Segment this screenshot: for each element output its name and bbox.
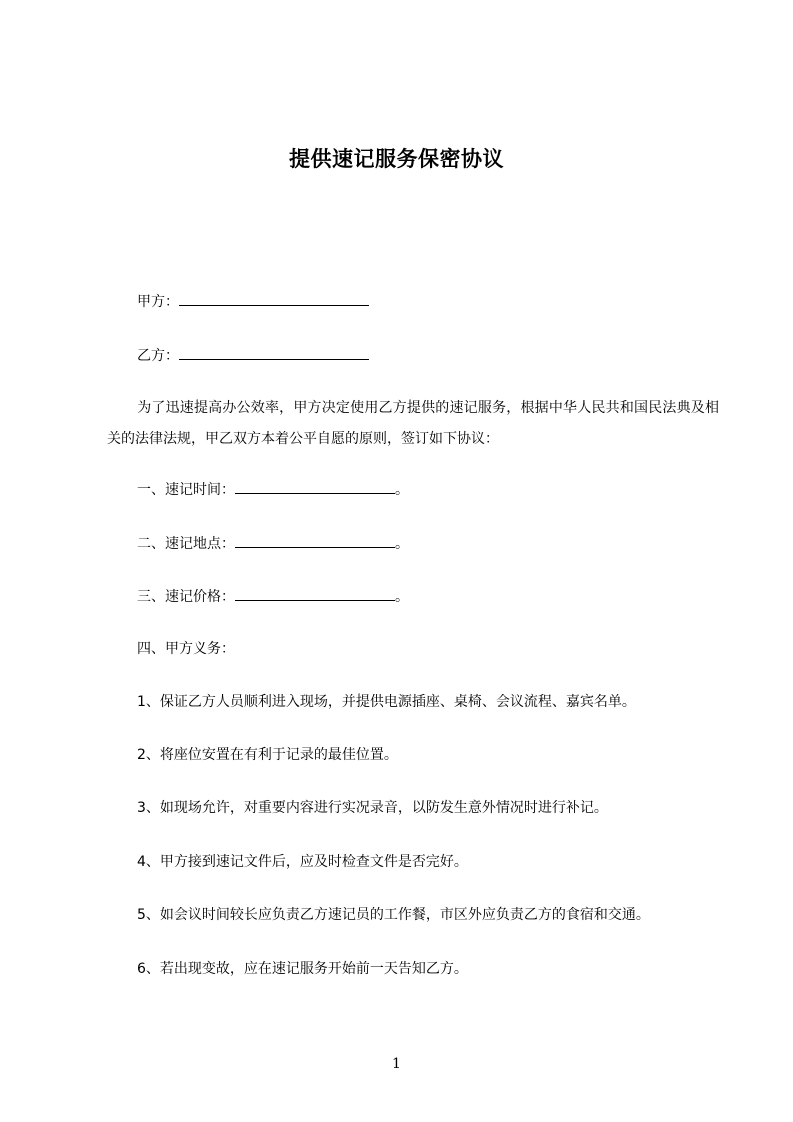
page-number: 1 (392, 1056, 401, 1072)
obligation-item: 2、将座位安置在有利于记录的最佳位置。 (137, 747, 398, 763)
section-four-heading: 四、甲方义务： (137, 641, 235, 657)
document-title: 提供速记服务保密协议 (289, 147, 504, 171)
item-price-label: 三、速记价格： (137, 589, 235, 605)
party-b-line (137, 344, 369, 366)
item-time-end: 。 (395, 482, 409, 498)
intro-paragraph (107, 393, 719, 455)
obligation-item: 3、如现场允许，对重要内容进行实况录音，以防发生意外情况时进行补记。 (137, 800, 608, 816)
item-place-label: 二、速记地点： (137, 536, 235, 552)
item-time-blank[interactable] (235, 478, 395, 494)
item-price-blank[interactable] (235, 585, 395, 601)
obligation-item: 5、如会议时间较长应负责乙方速记员的工作餐，市区外应负责乙方的食宿和交通。 (137, 907, 650, 923)
party-a-line (137, 290, 369, 312)
party-a-label: 甲方： (137, 294, 179, 310)
party-b-label: 乙方： (137, 348, 179, 364)
obligation-item: 1、保证乙方人员顺利进入现场，并提供电源插座、桌椅、会议流程、嘉宾名单。 (137, 694, 636, 710)
party-a-blank[interactable] (179, 290, 369, 306)
obligation-item: 6、若出现变故，应在速记服务开始前一天告知乙方。 (137, 961, 468, 977)
item-place-blank[interactable] (235, 532, 395, 548)
item-price-line (137, 585, 409, 607)
item-time-line (137, 478, 409, 500)
party-b-blank[interactable] (179, 344, 369, 360)
item-place-end: 。 (395, 536, 409, 552)
item-price-end: 。 (395, 589, 409, 605)
item-place-line (137, 532, 409, 554)
intro-text: 为了迅速提高办公效率，甲方决定使用乙方提供的速记服务，根据中华人民共和国民法典及相关的法律法规，甲乙双方本着公平自愿的原则，签订如下协议： (107, 400, 719, 447)
obligation-item: 4、甲方接到速记文件后，应及时检查文件是否完好。 (137, 854, 468, 870)
item-time-label: 一、速记时间： (137, 482, 235, 498)
